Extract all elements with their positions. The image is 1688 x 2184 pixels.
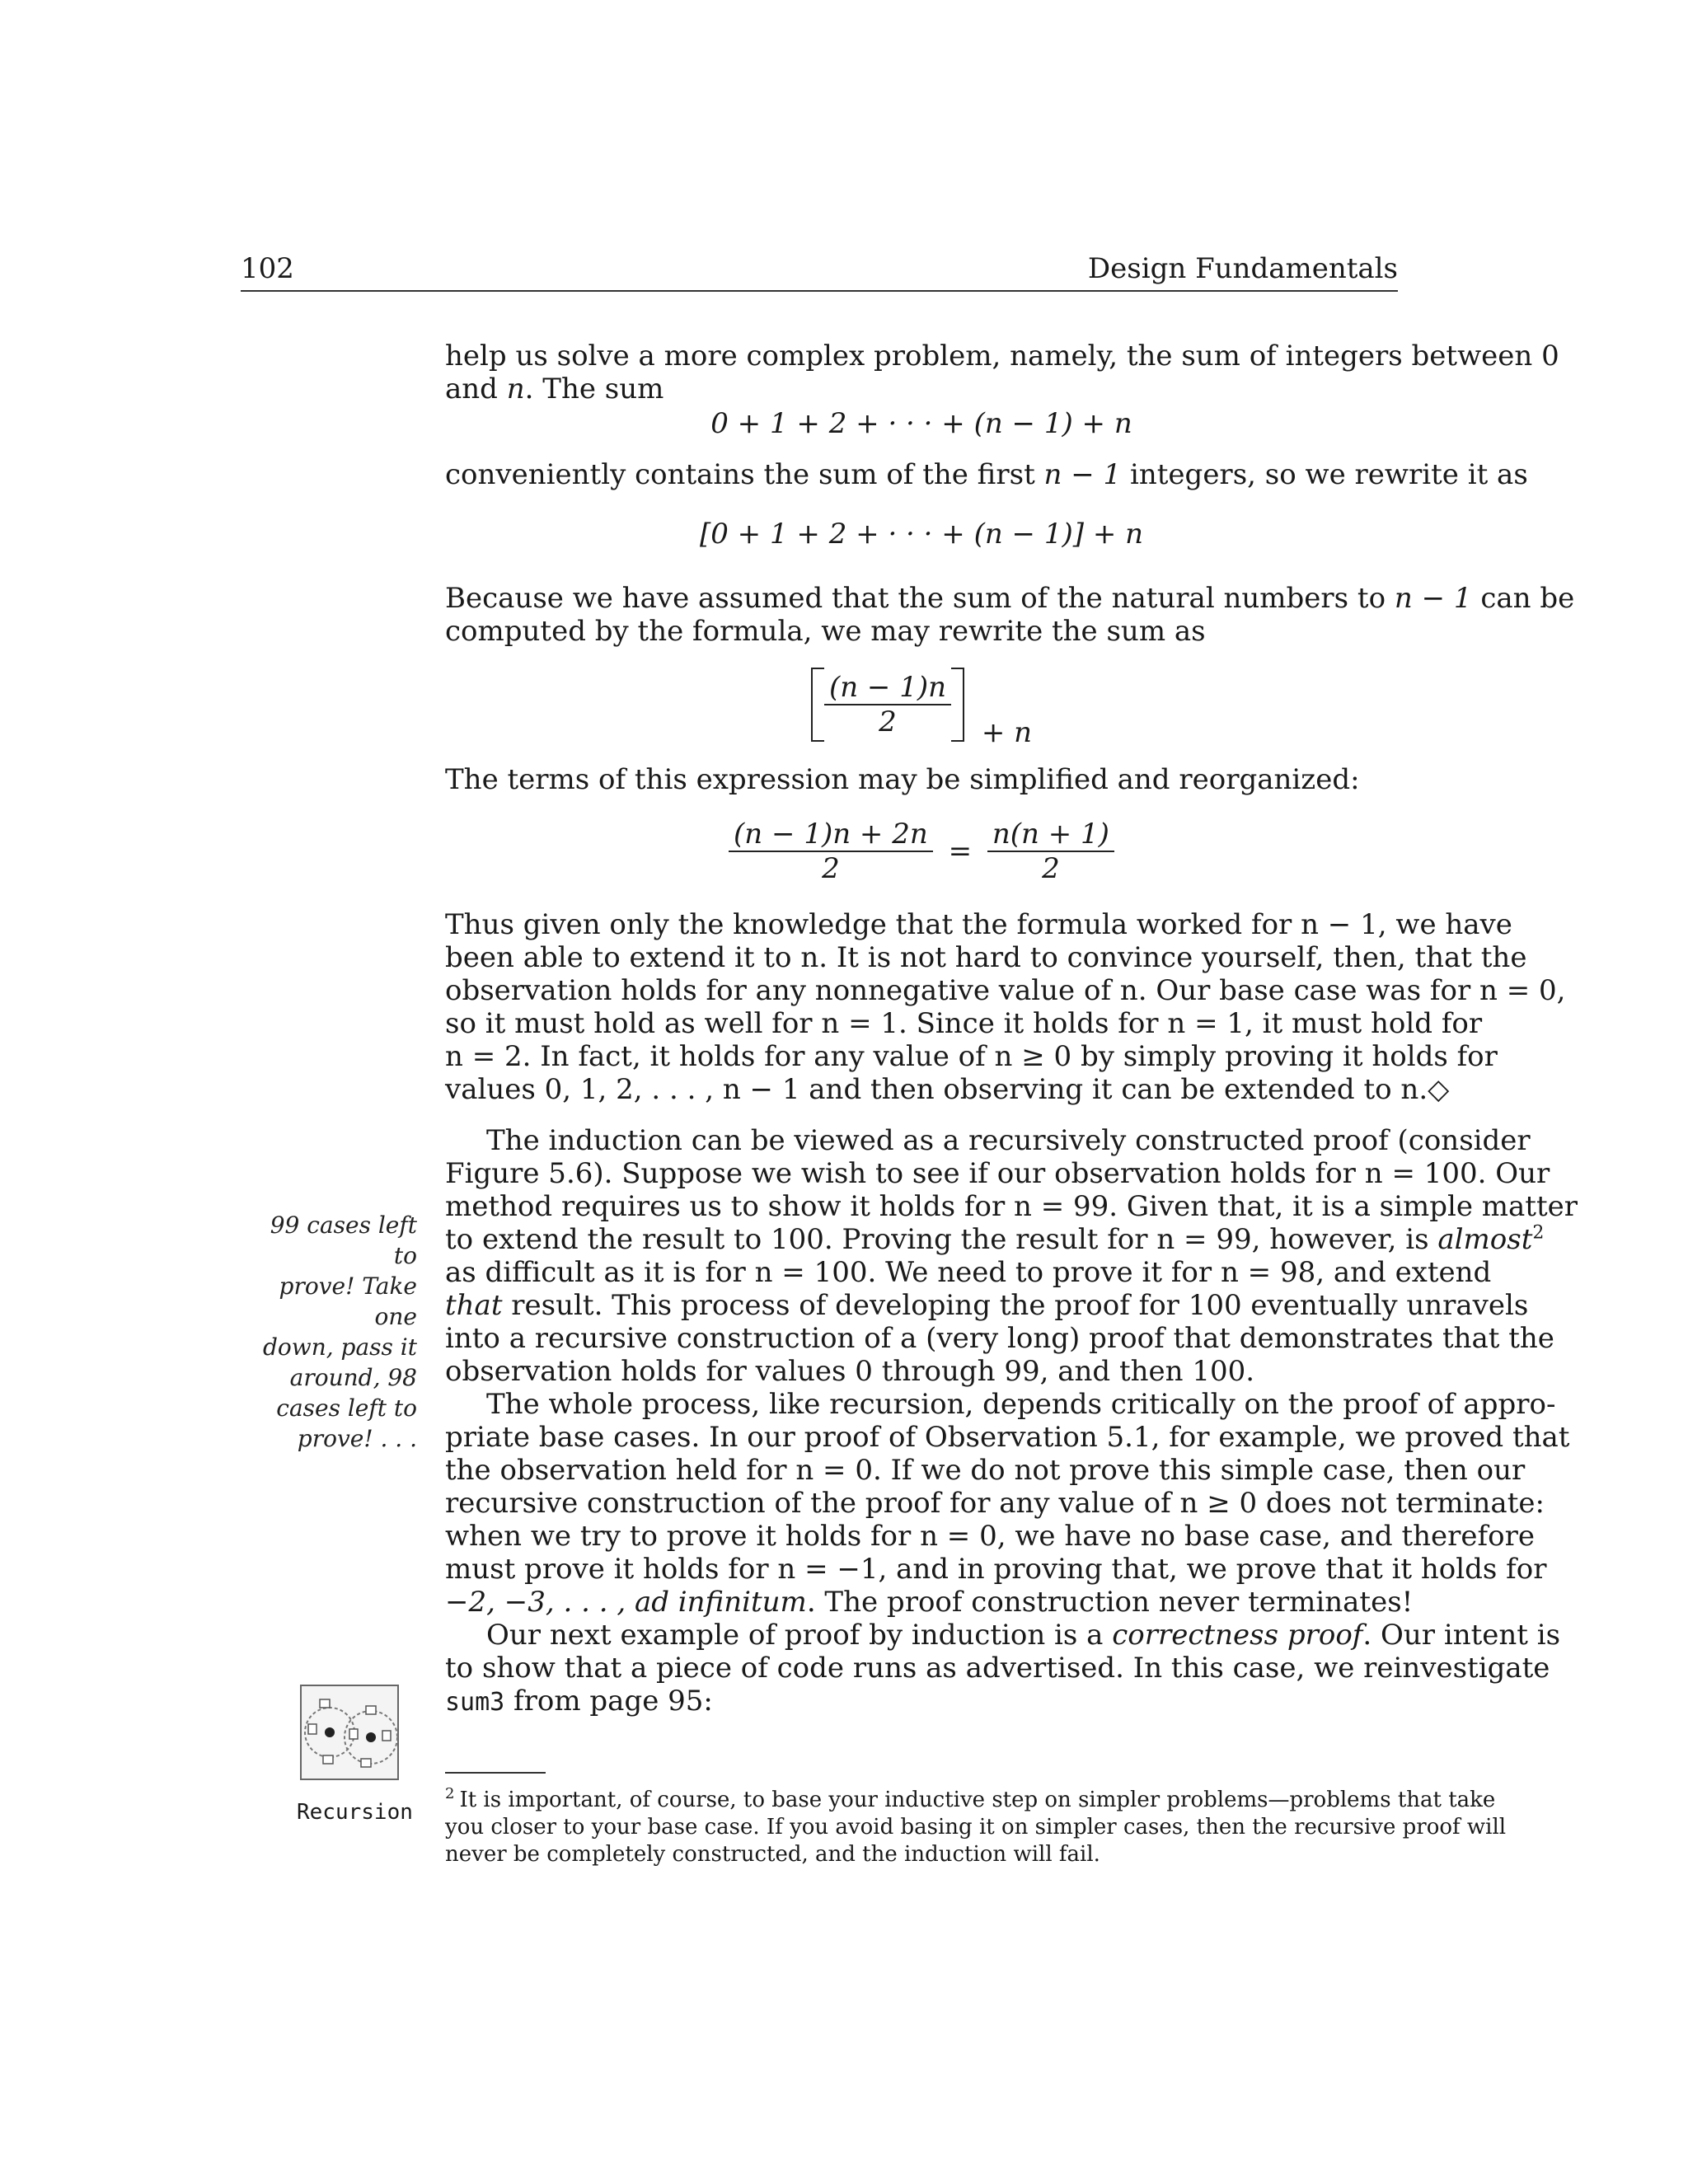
- text: to extend the result to 100. Proving the result for n = 99, however, is: [445, 1223, 1429, 1256]
- equation-3: [445, 668, 1398, 749]
- body-line: observation holds for any nonnegative value of n. Our base case was for n = 0,: [445, 974, 1566, 1007]
- math: n − 1: [1394, 582, 1472, 615]
- text: . Our intent is: [1362, 1619, 1561, 1652]
- emphasis: that: [445, 1289, 503, 1322]
- denominator: 2: [879, 705, 897, 738]
- page-number: 102: [241, 252, 294, 285]
- body-line: computed by the formula, we may rewrite the sum as: [445, 615, 1206, 648]
- body-line: the observation held for n = 0. If we do not prove this simple case, then our: [445, 1454, 1526, 1487]
- body-line: so it must hold as well for n = 1. Since it holds for n = 1, it must hold for: [445, 1007, 1483, 1040]
- body-line: The induction can be viewed as a recursively constructed proof (consider: [486, 1124, 1531, 1157]
- numerator: n(n + 1): [987, 818, 1114, 852]
- body-line: The whole process, like recursion, depends critically on the proof of appro-: [486, 1388, 1556, 1421]
- emphasis: almost: [1437, 1223, 1533, 1256]
- right-bracket: [951, 668, 964, 742]
- text: result. This process of developing the proof for 100 eventually unravels: [502, 1289, 1529, 1322]
- body-line: [445, 582, 1575, 615]
- footnote-line: you closer to your base case. If you avoid basing it on simpler cases, then the recursive proof will: [445, 1815, 1507, 1840]
- emphasis: correctness proof: [1112, 1619, 1363, 1652]
- footnote-mark: 2: [445, 1785, 455, 1803]
- denominator: 2: [1042, 852, 1060, 885]
- text: Because we have assumed that the sum of the natural numbers to: [445, 582, 1395, 615]
- body-line: priate base cases. In our proof of Observation 5.1, for example, we proved that: [445, 1421, 1570, 1454]
- numerator: (n − 1)n + 2n: [729, 818, 933, 852]
- bracket-group: [811, 668, 964, 742]
- body-line: method requires us to show it holds for n = 99. Given that, it is a simple matter: [445, 1190, 1578, 1223]
- margin-note-line: 99 cases left to: [270, 1212, 417, 1269]
- text: . The proof construction never terminates!: [806, 1586, 1414, 1619]
- body-line: recursive construction of the proof for any value of n ≥ 0 does not terminate:: [445, 1487, 1545, 1520]
- body-line: [445, 1619, 1561, 1652]
- math-var: n: [506, 373, 525, 405]
- body-line: when we try to prove it holds for n = 0, we have no base case, and therefore: [445, 1520, 1535, 1553]
- equation-4: [445, 818, 1398, 885]
- text: . The sum: [524, 373, 664, 405]
- text: conveniently contains the sum of the first: [445, 458, 1044, 491]
- body-line: [445, 1586, 1414, 1619]
- body-line: [445, 1289, 1529, 1322]
- denominator: 2: [822, 852, 840, 885]
- text: It is important, of course, to base your inductive step on simpler problems—problems that take: [459, 1788, 1496, 1812]
- text: can be: [1471, 582, 1575, 615]
- margin-note: [241, 1210, 417, 1454]
- emphasis: ad infinitum: [634, 1586, 807, 1619]
- body-line: [445, 1222, 1545, 1256]
- footnote-line: [445, 1785, 1496, 1814]
- code-identifier: sum3: [445, 1688, 505, 1717]
- equals-sign: =: [948, 835, 973, 868]
- margin-note-line: prove! . . .: [297, 1425, 417, 1452]
- body-line: n = 2. In fact, it holds for any value of n ≥ 0 by simply proving it holds for: [445, 1040, 1498, 1073]
- text: integers, so we rewrite it as: [1121, 458, 1528, 491]
- fraction-left: [729, 818, 933, 885]
- text: Our next example of proof by induction is a: [486, 1619, 1113, 1652]
- body-line: must prove it holds for n = −1, and in proving that, we prove that it holds for: [445, 1553, 1547, 1586]
- text: and: [445, 373, 507, 405]
- footnote-line: never be completely constructed, and the induction will fail.: [445, 1842, 1100, 1867]
- body-line: to show that a piece of code runs as advertised. In this case, we reinvestigate: [445, 1652, 1550, 1685]
- running-title: Design Fundamentals: [1087, 252, 1398, 285]
- recursion-caption: Recursion: [297, 1800, 413, 1825]
- equation-tail: + n: [981, 716, 1033, 749]
- equation-1: 0 + 1 + 2 + · · · + (n − 1) + n: [710, 407, 1132, 440]
- left-bracket: [811, 668, 824, 742]
- body-line: observation holds for values 0 through 99, and then 100.: [445, 1355, 1255, 1388]
- math: n − 1: [1043, 458, 1122, 491]
- body-line: Thus given only the knowledge that the formula worked for n − 1, we have: [445, 908, 1512, 941]
- header-rule: [241, 290, 1398, 292]
- recursion-gears-icon: [300, 1685, 399, 1780]
- body-line: The terms of this expression may be simplified and reorganized:: [445, 763, 1360, 796]
- body-line: [445, 1685, 1398, 1719]
- fraction-right: [987, 818, 1114, 885]
- footnote-ref[interactable]: 2: [1532, 1222, 1545, 1244]
- equation-2: [0 + 1 + 2 + · · · + (n − 1)] + n: [699, 518, 1144, 551]
- body-line: help us solve a more complex problem, namely, the sum of integers between 0: [445, 340, 1559, 373]
- margin-note-line: around, 98: [289, 1364, 417, 1391]
- footnote-rule: [445, 1772, 546, 1774]
- body-line: been able to extend it to n. It is not hard to convince yourself, then, that the: [445, 941, 1527, 974]
- body-line: as difficult as it is for n = 100. We need to prove it for n = 98, and extend: [445, 1256, 1492, 1289]
- margin-note-line: down, pass it: [262, 1333, 417, 1361]
- text: from page 95:: [504, 1685, 713, 1718]
- body-line: values 0, 1, 2, . . . , n − 1 and then observing it can be extended to n.◇: [445, 1073, 1450, 1106]
- body-line: into a recursive construction of a (very long) proof that demonstrates that the: [445, 1322, 1554, 1355]
- body-line: [445, 458, 1528, 491]
- body-line: [445, 373, 1398, 405]
- margin-note-line: prove! Take one: [279, 1272, 417, 1330]
- math: −2, −3, . . . ,: [445, 1586, 635, 1619]
- margin-note-line: cases left to: [276, 1394, 417, 1422]
- numerator: (n − 1)n: [824, 671, 951, 705]
- body-line: Figure 5.6). Suppose we wish to see if our observation holds for n = 100. Our: [445, 1157, 1550, 1190]
- fraction: [824, 671, 951, 738]
